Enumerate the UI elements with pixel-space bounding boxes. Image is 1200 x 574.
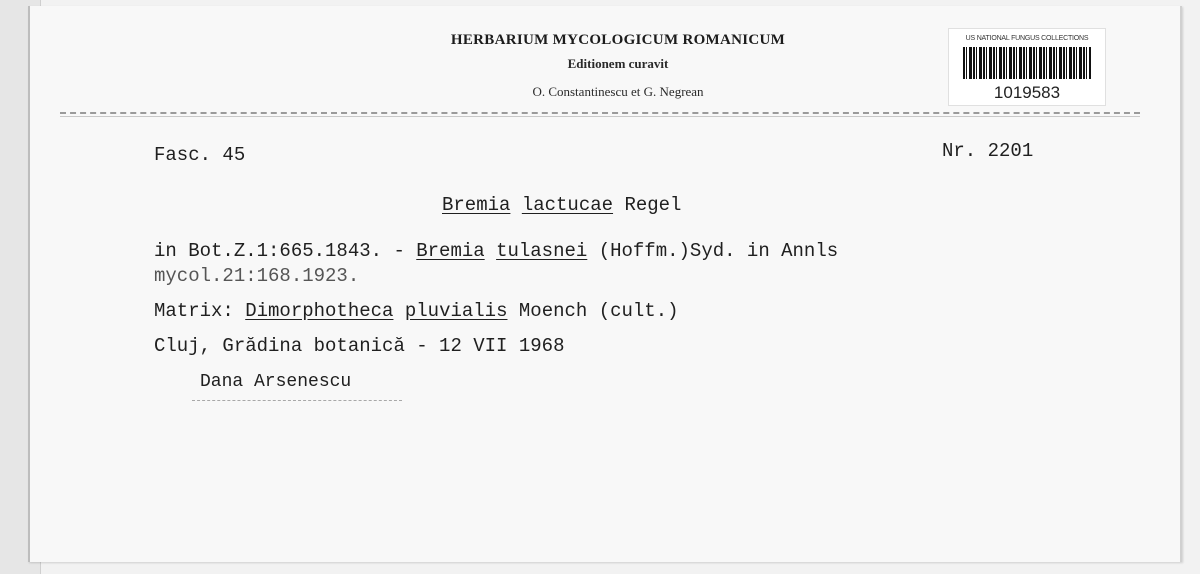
- barcode-sticker: [948, 28, 1106, 106]
- synonym-genus: Bremia: [416, 240, 485, 262]
- barcode-number: 1019583: [993, 83, 1061, 102]
- label-header: [30, 6, 1180, 114]
- host-genus: Dimorphotheca: [245, 300, 394, 322]
- header-divider-secondary: [60, 116, 1140, 117]
- matrix-line: [154, 300, 679, 322]
- species-genus: Bremia: [442, 194, 511, 216]
- barcode-icon: [963, 47, 1091, 79]
- editors-line: O. Constantinescu et G. Negrean: [532, 84, 704, 99]
- species-epithet: lactucae: [521, 194, 614, 216]
- locality-date: Cluj, Grădina botanică - 12 VII 1968: [154, 335, 565, 357]
- collector-underline: [192, 400, 402, 401]
- collector-name: Dana Arsenescu: [200, 372, 352, 392]
- synonym-epithet: tulasnei: [496, 240, 588, 262]
- edition-line: Editionem curavit: [567, 56, 669, 71]
- host-epithet: pluvialis: [404, 300, 508, 322]
- citation-prefix: in Bot.Z.1:665.1843. -: [154, 240, 417, 262]
- host-author: Moench (cult.): [518, 300, 679, 322]
- citation-line-2: mycol.21:168.1923.: [154, 265, 360, 287]
- header-divider: [60, 112, 1140, 114]
- citation-suffix: (Hoffm.)Syd. in Annls: [598, 240, 839, 262]
- herbarium-label: [28, 6, 1182, 562]
- specimen-number: Nr. 2201: [942, 140, 1034, 162]
- citation-line-1: [154, 240, 838, 262]
- barcode-caption: US NATIONAL FUNGUS COLLECTIONS: [965, 35, 1089, 42]
- herbarium-title: HERBARIUM MYCOLOGICUM ROMANICUM: [450, 32, 786, 48]
- fascicle-number: Fasc. 45: [154, 144, 246, 166]
- species-author: Regel: [624, 194, 682, 216]
- matrix-prefix: Matrix:: [154, 300, 246, 322]
- species-name: [442, 194, 681, 216]
